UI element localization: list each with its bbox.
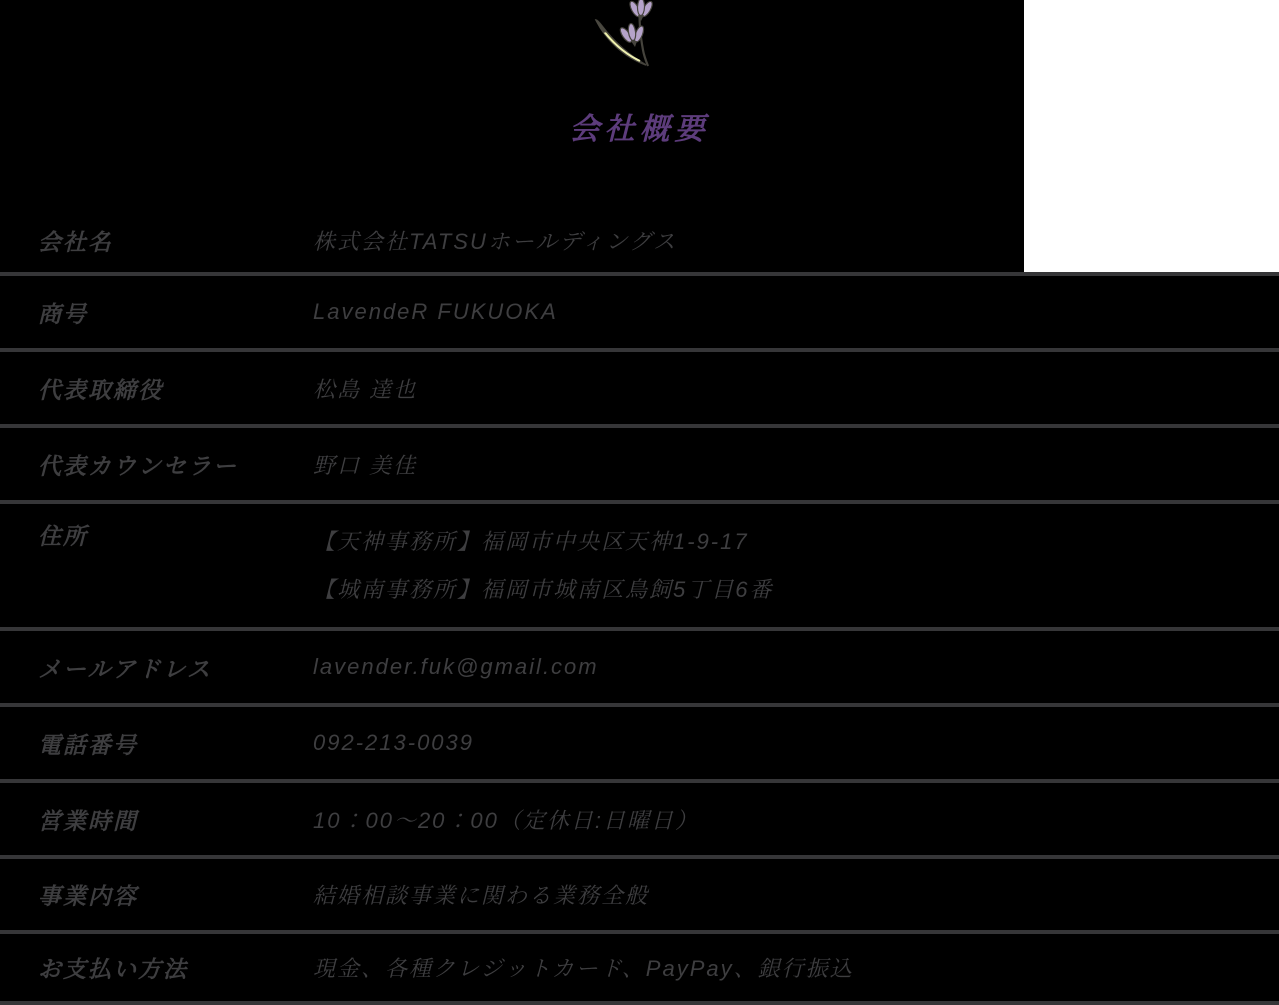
row-label: 営業時間 bbox=[38, 807, 138, 834]
flower-leaf bbox=[596, 20, 646, 65]
row-label: お支払い方法 bbox=[38, 956, 188, 982]
company-info-table bbox=[0, 208, 1279, 1005]
row-label: メールアドレス bbox=[38, 655, 212, 682]
row-label: 電話番号 bbox=[38, 731, 138, 758]
row-label: 会社名 bbox=[38, 228, 113, 255]
row-value-phone: 092-213-0039 bbox=[313, 730, 475, 755]
address-line-jonan: 【城南事務所】福岡市城南区鳥飼5丁目6番 bbox=[313, 577, 774, 602]
row-label: 住所 bbox=[38, 523, 88, 549]
table-row-chief-counselor bbox=[0, 428, 1279, 504]
page-title: 会社概要 bbox=[569, 113, 710, 147]
lavender-flower-icon bbox=[580, 0, 670, 72]
flower-leaf-tip bbox=[595, 19, 607, 33]
table-row-business-description bbox=[0, 859, 1279, 934]
row-value: LavendeR FUKUOKA bbox=[313, 299, 558, 324]
table-row-email bbox=[0, 631, 1279, 707]
row-value-email: lavender.fuk@gmail.com bbox=[313, 654, 599, 679]
row-label: 商号 bbox=[38, 300, 88, 327]
flower-blossom-top bbox=[628, 0, 654, 21]
table-row-address bbox=[0, 504, 1279, 631]
table-row-representative-director bbox=[0, 352, 1279, 428]
row-value: 株式会社TATSUホールディングス bbox=[313, 228, 677, 254]
row-value: 松島 達也 bbox=[313, 376, 418, 402]
row-value: 10：00〜20：00（定休日:日曜日） bbox=[313, 807, 699, 833]
row-value: 現金、各種クレジットカード、PayPay、銀行振込 bbox=[313, 956, 854, 981]
table-row-company-name bbox=[0, 208, 1279, 276]
row-value bbox=[313, 518, 773, 614]
row-label: 代表取締役 bbox=[38, 376, 163, 403]
row-label: 事業内容 bbox=[38, 883, 138, 909]
row-value: 結婚相談事業に関わる業務全般 bbox=[313, 883, 650, 908]
row-label: 代表カウンセラー bbox=[38, 452, 238, 479]
table-row-trade-name bbox=[0, 276, 1279, 352]
address-line-tenjin: 【天神事務所】福岡市中央区天神1-9-17 bbox=[313, 529, 749, 554]
table-row-payment-methods bbox=[0, 934, 1279, 1005]
table-row-business-hours bbox=[0, 783, 1279, 859]
table-row-phone bbox=[0, 707, 1279, 783]
row-value: 野口 美佳 bbox=[313, 452, 418, 478]
